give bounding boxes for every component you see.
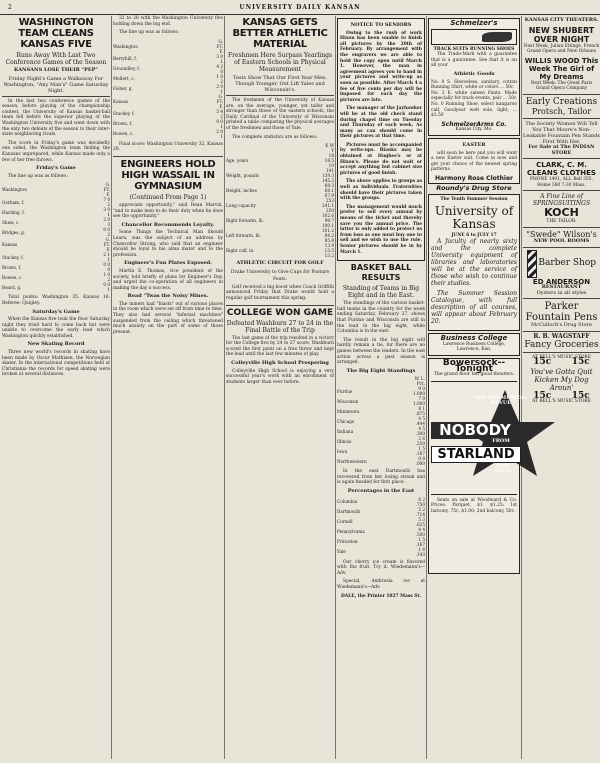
article-body: appreciate opportunity," said Dean Marvin, "and to make men to do their duty when he does see the opportunity."	[113, 202, 223, 220]
table-row: Mellert, c. 1 0 2	[113, 73, 223, 84]
article-body: The last game of the trip resulted in a victory for the College five by 24 to 27 score. Washburn scored the first point on a free throw and kept the lead until the last few minutes of play.	[226, 335, 334, 358]
article-body: The freshmen of the University of Kansas are, on the average, younger, yet taller and stronger than those of the eastern schools, the Daily Cardinal of the University of Wisconsin printed a table comparing the physical averages of the freshmen and those of Yale.	[226, 98, 334, 131]
notice-body: Pictures must be accompanied by write-ups. Blanks may be obtained at Hughes's or at Hixon's. Please do not wait or accept anything but cabinet size pictures of good finish.	[340, 142, 422, 176]
article-body: The line up was as follows:	[119, 30, 179, 36]
bowersock-title: Bowersock--Tonight	[442, 358, 506, 374]
divider	[523, 190, 600, 191]
barber-shop-ad	[523, 250, 600, 278]
table-row: Gorham, f. 7 0 2	[2, 197, 110, 208]
table-row: Yale 1 6 .143	[337, 546, 425, 557]
divider	[2, 96, 110, 97]
subhead: Colleyville High School Prospering	[231, 359, 329, 366]
table-row: Left forearm, lb. 101.2 94.2 95.8	[226, 228, 334, 244]
article-body: Martin E. Thomas, vice president of the society, told briefly of plans for Engineer's Day, and urged the co-operation of all engineers in making the day a success.	[113, 268, 223, 291]
shoe-image	[431, 29, 517, 45]
notice-body: Owing to the rush of work Hixon has been unable to finish all pictures by the 20th of February. By arrangement with the engravers we are able to hold the copy open until March 1. However, the man in agreement agrees you to hand in your pictures and write-up as soon as possible. After March 4 a fee of five cents per day will be imposed for each day the pictures are late.	[340, 30, 422, 103]
table-row: Purdue 9 0 1.000	[337, 386, 426, 397]
pool-rooms: NEW POOL ROOMS	[533, 237, 590, 244]
table-row: Brown, f. 0 0 0	[2, 262, 110, 273]
article-body: Final score: Washington University 32, Kansas 20.	[113, 141, 223, 153]
deck: (Continued From Page 1)	[129, 193, 207, 201]
ad-body: will soon be here and you will want a new Easter suit. Come in now and get your choice of the newest spring patterns.	[431, 150, 517, 173]
schmelzer-ad	[428, 18, 520, 136]
theaters-heading: KANSAS CITY THEATERS.	[524, 17, 599, 23]
divider	[523, 298, 600, 299]
willis-wood-ad: WILLIS WOOD This Week The Girl of My Dreams	[524, 56, 599, 81]
column-rule	[111, 16, 112, 759]
table-row: Bowen, c. 2 0 1	[113, 128, 223, 139]
table-row: Bridges, g. 0 0 2	[2, 227, 110, 238]
song-title: You've Gotta Quit Kicken My Dog Aroun'	[530, 367, 593, 392]
notice-title: NOTICE TO SENIORS	[350, 22, 412, 28]
divider	[226, 95, 334, 96]
mcculloch-drug: McCulloch's Drug Store	[531, 322, 592, 329]
table-row: Columbia 6 2 .750	[337, 496, 425, 507]
fancy-groceries: Fancy Groceries	[524, 339, 599, 350]
table-row: Groundley, f. 4 2 0	[113, 63, 223, 74]
deck: Runs Away With Last Two Conference Games of the Season	[5, 52, 107, 66]
article-body: Special, Ambrosia ice at Wiedemann's—Adv.	[337, 579, 425, 591]
subhead: Percentages in the East	[347, 488, 415, 495]
deck: Drake University to Give Cups for Posture Feats.	[230, 269, 330, 282]
divider	[523, 331, 600, 332]
anderson-ad: ED ANDERSON	[532, 277, 591, 286]
table-row: Illinois 2 6 .250	[337, 436, 425, 447]
ad-city: Kansas City, Mo.	[455, 127, 493, 133]
headline-engineers: ENGINEERS HOLD HIGH WASSAIL IN GYMNASIUM	[120, 158, 216, 192]
article-body: Total points: Washington 35, Kansas 16. Referee: Quigley.	[2, 295, 110, 306]
subhead: Engineer's Fun Plates Exposed.	[124, 260, 212, 267]
table-row: Pennsylvania 4 4 .500	[337, 526, 425, 537]
table-header: W. L. Pct.	[414, 376, 425, 387]
oysters-label: Oysters in all styles	[536, 289, 587, 296]
masthead	[0, 2, 600, 15]
star-graphic	[431, 381, 528, 495]
starland-title: STARLAND	[431, 446, 521, 463]
bowersock-line: The grand floor ten good theaters.	[433, 372, 515, 378]
revue-label: THE BIG MUSICAL REVUE	[474, 394, 528, 407]
table-row: Shaw, c. 2 0 3	[2, 217, 110, 228]
ad-subtitle: TRACK SUITS RUNNING SHOES	[433, 46, 515, 52]
ad-lead: EASTER	[462, 141, 486, 148]
university-name: University of Kansas	[434, 203, 514, 231]
table-row: Berryhill, f. 3 0 1	[113, 53, 223, 64]
clark-ad: CLARK, C. M. CLEANS CLOTHES	[527, 161, 596, 178]
deck: Tests Show That Our First Year Men, Though Younger, Out Lift Yales and Wisconsin's.	[233, 75, 327, 93]
willis-sub: Next Week: The Great Paris Grand Opera Company	[530, 80, 593, 92]
headline-kansas-athletic: KANSAS GETS BETTER ATHLETIC MATERIAL	[232, 17, 328, 50]
society-women-ad: The Society Women Will Tell You That Moore's Non-Leakable Fountain Pen Stands First With Her.	[523, 120, 600, 145]
subhead: New Skating Record	[27, 341, 85, 348]
restaurant-label: RESTAURANT	[541, 284, 582, 291]
article-body: The miners had "blasts" out of various places in the room which were set off from time to time. They also had several "infernal machines" suspended from the ceiling which threatened much anxiety on the part of some of those present.	[113, 301, 223, 335]
divider	[523, 352, 600, 353]
lineup-table	[2, 182, 110, 292]
spring-suitings: A Fine Line of SPRINGSUITINGS	[532, 193, 591, 208]
price-label: 15c	[533, 357, 552, 368]
divider	[523, 227, 600, 228]
miss-olive-label: MISS OLIVE	[495, 463, 511, 475]
drug-store-ad: Roundy's Drug Store	[436, 184, 512, 193]
table-row: Stuckey, f. 3 4 2	[113, 108, 223, 119]
page-number: 2	[8, 4, 13, 11]
subhead: Saturday's Game	[32, 308, 80, 315]
notice-body: The management would much prefer to sell every annual by means of the ticket and thereby save you the annual price. The latter is only added to protect us from loss as one must buy one to sell and we wish to use the rule. Senior pictures should be in by March 1.	[340, 204, 422, 255]
article-body: Three new world's records in skating have been made by Oscar Mathisen, the Norwegian skater. In the international competitions held at Christiania the records for speed skating were broken at several distances.	[2, 350, 110, 378]
table-row: Indiana 4 5 .300	[337, 426, 425, 437]
swede-wilson: "Swede" Wilson's	[526, 229, 597, 239]
session-body: The Summer Session Catalogue, with full description of all courses, will appear about February 20.	[431, 290, 517, 326]
bells-music-store: AT BELL'S MUSIC STORE	[532, 354, 591, 360]
shubert-sub: Next Week, Julian Eltinge, French Grand Opera and New Orleans	[523, 43, 600, 55]
printer-signature: DALE, the Printer 1027 Mass St.	[340, 593, 422, 599]
table-row: Fisher, g. 2 0 1	[113, 83, 223, 94]
wagstaff: R. B. WAGSTAFF	[533, 332, 590, 340]
price-label: 15c	[571, 390, 590, 401]
ad-logo: Business College	[440, 334, 508, 343]
session-dates: JUNE 6 to JULY 17	[451, 232, 497, 238]
deck: Standing of Teams in Big Eight and in the East.	[342, 285, 420, 300]
session-line: The Tenth Summer Session	[440, 197, 508, 203]
table-row: Washington G. FT. F.	[113, 38, 223, 54]
barber-pole-icon	[527, 250, 537, 278]
easter-ad	[428, 138, 520, 185]
column-2	[113, 16, 223, 759]
divider	[523, 94, 600, 95]
article-body: The result in the big eight will hardly remain a tie, for there are no games between the leaders. In the east action across a past season is arranged.	[337, 337, 425, 366]
divider	[523, 247, 600, 248]
bowersock-ad	[428, 358, 528, 574]
divider	[226, 305, 334, 306]
table-row: Right forearm, lb. 102.6 98.7 100.1	[226, 213, 334, 229]
table-row: Iowa 1 5 .167	[337, 446, 425, 457]
masthead-title: UNIVERSITY DAILY KANSAN	[239, 4, 361, 11]
table-row: Chicago 4 5 .444	[337, 416, 425, 427]
article-body: When the Kansas five took the floor Saturday night they tried hard to come back but were unable to overcome the early lead which Washington quickly established.	[2, 317, 110, 339]
standings-table	[337, 376, 425, 466]
lineup-table	[113, 39, 223, 139]
ad-list: No. 8 S. Sleeveless, sanitary, cotton Running Shirt, white or colors ... 50c No. 3 E. white sateen Pants. Made especially for track events, pair ... 50c No. 0 Running Shoe, select kangaroo calf, Goodyear welt sole, light, ... $3.50	[431, 79, 517, 119]
table-row: Age, years 18 18.5 19	[226, 153, 334, 169]
subhead: ATHLETIC CIRCUIT FOR GOLF	[236, 260, 324, 267]
table-row: Right calf, in. 13.9 13.5 13.2	[226, 243, 334, 259]
article-body: Golf received a big boost when Coach Griffith announced Friday that Drake would hold a regular golf tournament this spring.	[226, 284, 334, 301]
article-body: The line up was as follows:	[8, 173, 68, 179]
notice-box	[337, 18, 425, 261]
column-rule	[426, 16, 427, 759]
protsch-tailor: Protsch, Tailor	[531, 106, 592, 116]
ad-logo: SchmelzerArms Co.	[441, 120, 507, 128]
column-3	[226, 16, 334, 759]
subhead: Friday's Game	[36, 165, 76, 172]
ad-logo: Harmony Rose Clothier	[435, 174, 513, 182]
nobody-title: NOBODY	[431, 422, 519, 439]
headline-basket-ball: BASKET BALL RESULTS	[350, 263, 412, 283]
summer-session-ad	[428, 194, 520, 331]
shubert-ad: NEW SHUBERT OVER NIGHT	[528, 25, 595, 44]
deck: KANSANS LOSE THEIR "PEP"	[13, 67, 99, 73]
column-rule	[224, 16, 225, 759]
article-body: In the east Dartmouth has recovered from her losing streak and is again headed for first place.	[337, 469, 425, 486]
table-row: Harding, f. 3 0 1	[2, 207, 110, 218]
article-body: The standings of the various basket-ball teams in the country for the week ending Saturday, February 27, shows that Purdue and Wisconsin are still in the lead in the big eight, while Columbia is in the east.	[337, 301, 425, 335]
table-header: K W Y	[325, 143, 334, 154]
barber-shop-title: Barber Shop	[538, 257, 597, 268]
early-creations: Early Creations	[525, 96, 598, 107]
article-body: The complete statistics are as follows:	[232, 134, 318, 140]
deck: Freshmen Here Surpass Yearlings of Eastern Schools in Physical Measurement	[227, 52, 333, 73]
table-row: Bowen, c. 1 0 2	[2, 272, 110, 283]
business-college-ad	[428, 333, 520, 356]
column-6	[523, 16, 600, 759]
table-row: Northwestern 0 8 .000	[337, 456, 425, 467]
bells-music-store: AT BELL'S MUSIC STORE	[532, 399, 591, 405]
article-body: The score in Friday's game was decidedly one sided, the Washington team finding the Kansans unprepared, while Kansas made only a few of her free throws.	[2, 140, 110, 163]
deck: Friday Night's Game a Walkaway For Washington; "Any Man's" Game Saturday Night.	[3, 75, 109, 94]
divider	[523, 118, 600, 119]
headline-washington-team: WASHINGTON TEAM CLEANS KANSAS FIVE	[18, 17, 94, 50]
notice-body: The manager of the Jayhawker will be at the old check stand during chapel time on Tuesday and Thursday of each week. As many as can should come in their pictures at that time.	[340, 106, 422, 140]
east-standings-table	[337, 497, 425, 557]
table-row: Height, inches 68.3 68.1 67.9	[226, 183, 334, 199]
price-label: 15c	[533, 390, 552, 401]
table-row: Lung capacity 253 241.1 250	[226, 198, 334, 214]
table-row: Brown, f. 0 0 1	[113, 118, 223, 129]
session-body: A faculty of nearly sixty and the complete University equipment of libraries and laboratories will be at the service of those who wish to continue their studies.	[431, 238, 517, 288]
divider	[523, 158, 600, 159]
table-row: Washington G. FT. F.	[2, 182, 110, 198]
table-row: Kansas G. FT. F.	[2, 237, 110, 253]
table-row: Weight, pounds 141 139.3 145.2	[226, 168, 334, 184]
table-row: Wisconsin 7 0 1.000	[337, 396, 426, 407]
headline-college-won: COLLEGE WON GAME	[226, 307, 334, 318]
ad-body: The Trade-Mark with a guarantee that is a guarantee. See that it is on all your	[431, 52, 517, 69]
notice-body: The above applies to groups as well as individuals. Fraternities should have their pictures taken with the groups.	[340, 179, 422, 202]
table-row: Beard, g. 0 0 1	[2, 282, 110, 293]
running-shoe-icon	[482, 32, 512, 42]
column-5	[428, 16, 528, 759]
article-body: Some Things the Technical Man Should Learn, was the subject of an address by Chancellor Strong, who said that an engineer should be loyal to his alma mater and to the profession.	[113, 230, 223, 258]
subhead: The Big Eight Standings	[346, 367, 416, 374]
ad-body: Lawrence Business College, Lawrence, Kan.	[442, 341, 506, 353]
from-label: FROM	[492, 437, 510, 444]
column-4	[337, 16, 425, 759]
table-row: Princeton 1 5 .167	[337, 536, 425, 547]
column-rule	[335, 16, 336, 759]
article-body: Colleyville High School is enjoying a very successful year's work with an enrollment of students larger than ever before.	[226, 368, 334, 385]
table-row: Minnesota 8 1 .875	[337, 406, 425, 417]
parker-pens: Parker Fountain Pens	[525, 301, 598, 324]
deck: Defeated Washburn 27 to 24 in the Final Battle of the Trip	[226, 319, 334, 334]
table-row: Dartmouth 5 2 .714	[337, 506, 425, 517]
table-row: Kansas G. FT. F.	[113, 93, 223, 109]
koch-ad: KOCH	[544, 206, 579, 220]
subhead: Chancellor Recommends Loyalty.	[121, 221, 215, 228]
article-body: Our cherry ice cream is flavored with the fruit. Try it. Wiedemann's—Adv.	[337, 559, 425, 576]
subhead: Read "Twas the Noisy Mines.	[127, 293, 209, 300]
article-body: In the last two conference games of the season, before playing of the championship contest, the University of Kansas basket-ball team fell before the superior playing of the Washington University five and went down with the only two defeats of the season to their inter-state neighboring rivals.	[2, 98, 110, 138]
price-label: 15c	[571, 357, 590, 368]
article-body: 32 to 20 with the Washington University five holding down the big end.	[113, 16, 223, 27]
divider	[113, 156, 223, 157]
column-1	[2, 16, 110, 759]
stats-table	[226, 143, 334, 258]
table-row: Cornell 5 3 .625	[337, 516, 425, 527]
table-row: Stuckey, f. 2 1 1	[2, 252, 110, 263]
ad-brand: Schmelzer's	[450, 19, 498, 27]
bowersock-footer: Seats on sale at Woodward & Co. Prices: Parquet, $1. $1.25; 1st balcony, 75c, $1.00; 2nd balcony, 50c.	[431, 497, 517, 514]
indian-store: For Sale at The INDIAN STORE	[528, 143, 595, 156]
ad-subhead: Athletic Goods	[453, 70, 495, 77]
koch-sub: THE TAILOR.	[546, 219, 577, 225]
clark-sub: PHONE 1401, ALL Bell 355. Home 360 7:30 Mass.	[530, 177, 593, 188]
